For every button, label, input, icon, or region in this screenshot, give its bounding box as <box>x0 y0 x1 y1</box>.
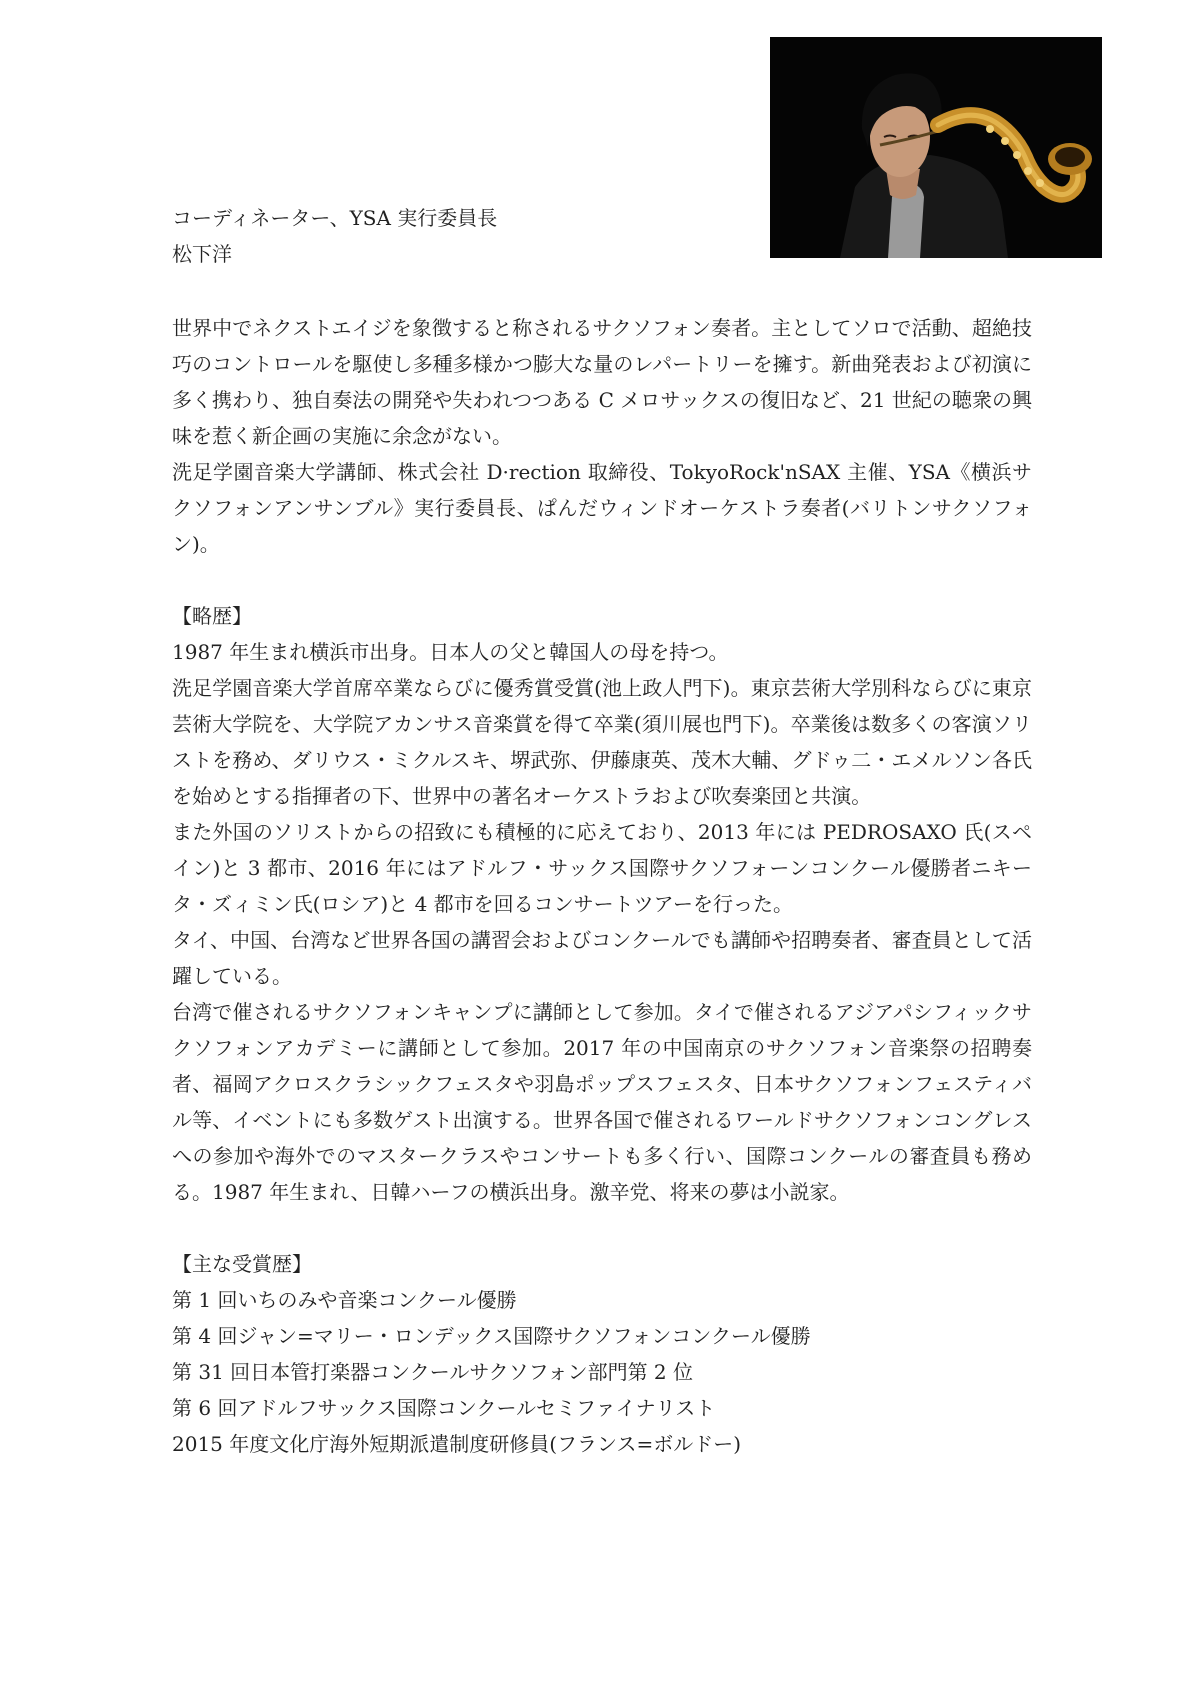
intro-paragraph-1: 世界中でネクストエイジを象徴すると称されるサクソフォン奏者。主としてソロで活動、超絶技巧のコントロールを駆使し多種多様かつ膨大な量のレパートリーを擁す。新曲発表および初演に多く携わり、独自奏法の開発や失われつつある C メロサックスの復旧など、21 世紀の聴衆の興味を惹く新企画の実施に余念がない。 <box>172 316 1032 448</box>
awards-heading: 【主な受賞歴】 <box>172 1252 312 1276</box>
header-block <box>172 200 1032 272</box>
spacer <box>172 562 1032 598</box>
career-paragraph-5: 台湾で催されるサクソフォンキャンプに講師として参加。タイで催されるアジアパシフィックサクソフォンアカデミーに講師として参加。2017 年の中国南京のサクソフォン音楽祭の招聘奏者、福岡アクロスクラシックフェスタや羽島ポップスフェスタ、日本サクソフォンフェスティバル等、イベントにも多数ゲスト出演する。世界各国で催されるワールドサクソフォンコングレスへの参加や海外でのマスタークラスやコンサートも多く行い、国際コンクールの審査員も務める。1987 年生まれ、日韓ハーフの横浜出身。激辛党、将来の夢は小説家。 <box>172 1000 1032 1204</box>
award-item: 第 6 回アドルフサックス国際コンクールセミファイナリスト <box>172 1396 716 1420</box>
career-paragraph-1: 1987 年生まれ横浜市出身。日本人の父と韓国人の母を持つ。 <box>172 640 729 664</box>
person-name: 松下洋 <box>172 242 232 266</box>
career-paragraph-4: タイ、中国、台湾など世界各国の講習会およびコンクールでも講師や招聘奏者、審査員として活躍している。 <box>172 928 1032 988</box>
role-title: コーディネーター、YSA 実行委員長 <box>172 206 498 230</box>
spacer <box>172 1210 1032 1246</box>
career-heading: 【略歴】 <box>172 604 252 628</box>
career-paragraph-2: 洗足学園音楽大学首席卒業ならびに優秀賞受賞(池上政人門下)。東京芸術大学別科ならびに東京芸術大学院を、大学院アカンサス音楽賞を得て卒業(須川展也門下)。卒業後は数多くの客演ソリストを務め、ダリウス・ミクルスキ、堺武弥、伊藤康英、茂木大輔、グドゥ二・エメルソン各氏を始めとする指揮者の下、世界中の著名オーケストラおよび吹奏楽団と共演。 <box>172 676 1032 808</box>
intro-paragraph-2: 洗足学園音楽大学講師、株式会社 D·rection 取締役、TokyoRock'nSAX 主催、YSA《横浜サクソフォンアンサンブル》実行委員長、ぱんだウィンドオーケストラ奏者(バリトンサクソフォン)。 <box>172 460 1032 556</box>
career-paragraph-3: また外国のソリストからの招致にも積極的に応えており、2013 年には PEDROSAXO 氏(スペイン)と 3 都市、2016 年にはアドルフ・サックス国際サクソフォーンコンクール優勝者ニキータ・ズィミン氏(ロシア)と 4 都市を回るコンサートツアーを行った。 <box>172 820 1032 916</box>
award-item: 第 4 回ジャン=マリー・ロンデックス国際サクソフォンコンクール優勝 <box>172 1324 811 1348</box>
award-item: 2015 年度文化庁海外短期派遣制度研修員(フランス=ボルドー) <box>172 1432 742 1456</box>
award-item: 第 1 回いちのみや音楽コンクール優勝 <box>172 1288 517 1312</box>
award-item: 第 31 回日本管打楽器コンクールサクソフォン部門第 2 位 <box>172 1360 694 1384</box>
body-block <box>172 310 1032 1462</box>
